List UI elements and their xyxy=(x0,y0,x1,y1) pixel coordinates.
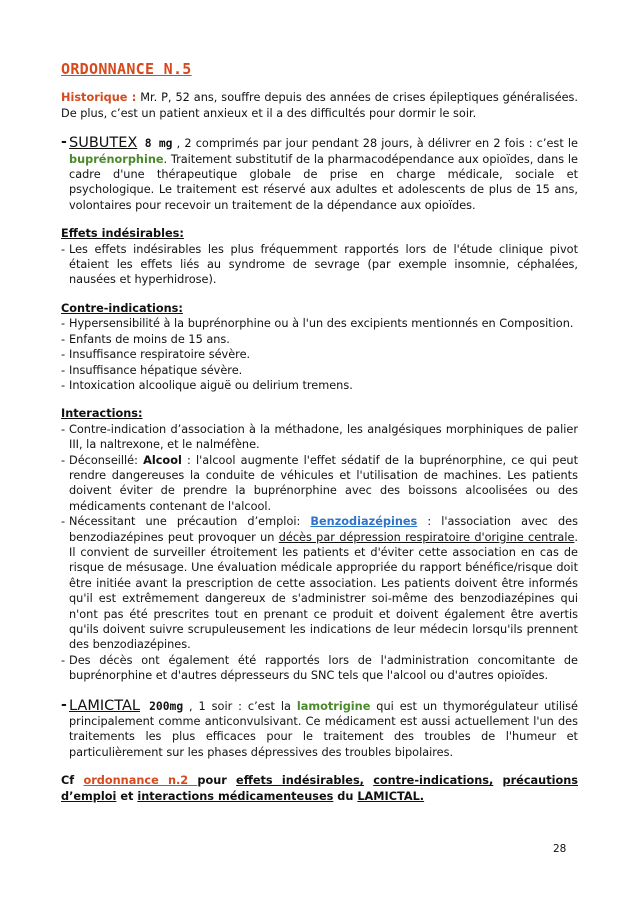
historique-paragraph xyxy=(61,90,578,121)
list-item: - Nécessitant une précaution d’emploi: Benzodiazépines : l'association avec des benzodiazépines peut provoquer un décès par dépression respiratoire d'origine centrale. Il convient de surveiller étroitement les patients et d'éviter cette association en cas de risque de mésusage. Une évaluation médicale appropriée du rapport bénéfice/risque doit être initiée avant la prescription de cette association. Les patients doivent être informés qu'il est extrêmement dangereux de s'administrer soi-même des benzodiazépines qui n'ont pas été prescrites tout en prenant ce produit et doivent également être avertis qu'ils doivent suivre scrupuleusement les indications de leur médecin lorsqu'ils prennent des benzodiazépines. xyxy=(61,515,578,652)
list-item: - Des décès ont également été rapportés lors de l'administration concomitante de buprénorphine et d'autres dépresseurs du SNC tels que l'alcool ou d'autres opioïdes. xyxy=(61,653,578,683)
molecule-lamotrigine: lamotrigine xyxy=(296,699,371,713)
list-item: - Les effets indésirables les plus fréquemment rapportés lors de l'étude clinique pivot étaient les effets liés au syndrome de sevrage (par exemple insomnie, céphalées, nausées et hyperhidrose). xyxy=(61,242,578,287)
page-content xyxy=(61,62,578,804)
drug-lamictal xyxy=(61,696,578,761)
drug-text-subutex-1: , 2 comprimés par jour pendant 28 jours, à délivrer en 2 fois : c’est le xyxy=(172,137,578,151)
benzodiazepines-label: Benzodiazépines xyxy=(310,515,418,529)
effets-section xyxy=(61,226,578,288)
drug-subutex xyxy=(61,136,578,213)
molecule-buprenorphine: buprénorphine xyxy=(69,152,164,166)
contre-section xyxy=(61,301,578,393)
interactions-heading: Interactions: xyxy=(61,407,143,421)
drug-dose-subutex: 8 mg xyxy=(137,137,173,151)
list-item: - Intoxication alcoolique aiguë ou delirium tremens. xyxy=(61,378,353,392)
interactions-section xyxy=(61,406,578,683)
list-item: - Insuffisance respiratoire sévère. xyxy=(61,348,251,362)
drug-dash: - xyxy=(61,696,67,713)
list-item: - Hypersensibilité à la buprénorphine ou à l'un des excipients mentionnés en Composition. xyxy=(61,317,574,331)
historique-text: Mr. P, 52 ans, souffre depuis des années de crises épileptiques généralisées. De plus, c’est un patient anxieux et il a des difficultés pour dormir le soir. xyxy=(61,91,578,120)
drug-text-lamictal-1: , 1 soir : c’est la xyxy=(183,699,297,713)
cf-ordonnance-ref: ordonnance n.2 xyxy=(83,774,198,788)
contre-heading: Contre-indications: xyxy=(61,301,183,315)
drug-text-subutex-2: . Traitement substitutif de la pharmacodépendance aux opioïdes, dans le cadre d'une thérapeutique globale de prise en charge médicale, sociale et psychologique. Le traitement est réservé aux adultes et adolescents de plus de 15 ans, volontaires pour recevoir un traitement de la dépendance aux opioïdes. xyxy=(69,152,578,212)
page-number: 28 xyxy=(553,843,567,855)
list-item: - Insuffisance hépatique sévère. xyxy=(61,363,243,377)
drug-text-lamictal-2: qui est un thymorégulateur utilisé principalement comme anticonvulsivant. Ce médicament est aussi actuellement l'un des traitements les plus efficaces pour le traitement des troubles de l'humeur et particulièrement sur les phases dépressives des troubles bipolaires. xyxy=(69,699,578,759)
list-item: - Contre-indication d’association à la méthadone, les analgésiques morphiniques de palier III, la naltrexone, et le nalméfène. xyxy=(61,422,578,452)
historique-label: Historique : xyxy=(61,91,137,105)
list-item: - Enfants de moins de 15 ans. xyxy=(61,332,230,346)
prescription-title: ORDONNANCE N.5 xyxy=(61,60,192,78)
cf-paragraph: Cf ordonnance n.2 pour effets indésirables, contre-indications, précautions d’emploi et interactions médicamenteuses du LAMICTAL. xyxy=(61,774,578,803)
drug-dose-lamictal: 200mg xyxy=(139,699,184,713)
drug-name-lamictal: LAMICTAL xyxy=(69,697,140,714)
drug-name-subutex: SUBUTEX xyxy=(69,135,138,152)
effets-heading: Effets indésirables: xyxy=(61,227,184,241)
drug-dash: - xyxy=(61,134,67,151)
warning-underlined: décès par dépression respiratoire d'origine centrale xyxy=(278,530,575,544)
list-item: - Déconseillé: Alcool : l'alcool augmente l'effet sédatif de la buprénorphine, ce qui peut rendre dangereuses la conduite de véhicules et l'utilisation de machines. Les patients doivent éviter de prendre la buprénorphine avec des boissons alcoolisées ou des médicaments contenant de l'alcool. xyxy=(61,453,578,513)
